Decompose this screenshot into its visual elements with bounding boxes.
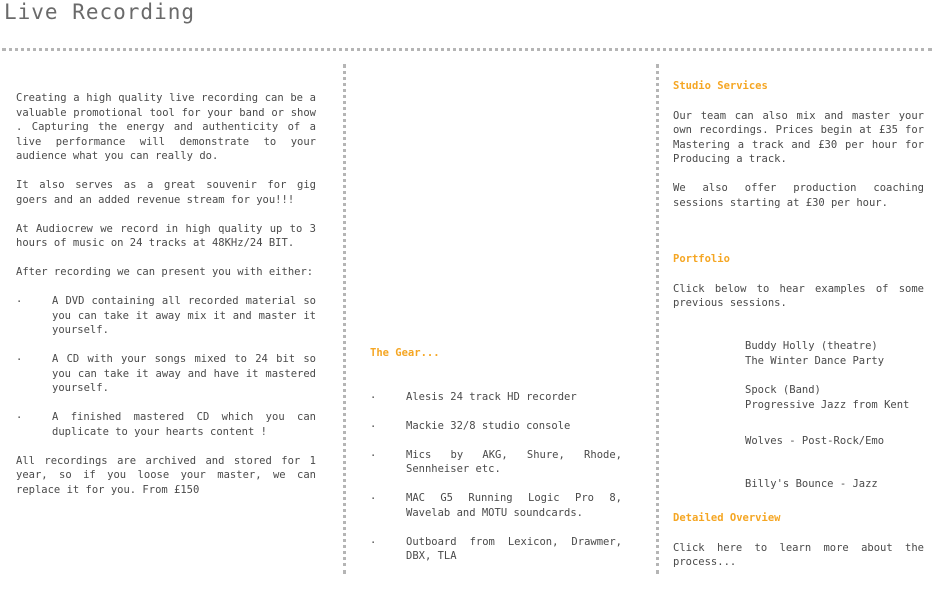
learn-more-link[interactable]: Click here to learn more about the process... [673, 541, 924, 568]
portfolio-link-subtitle: Progressive Jazz from Kent [745, 398, 910, 411]
portfolio-link-title: Spock (Band) [745, 384, 821, 396]
studio-column [673, 79, 924, 225]
column-divider-left [343, 64, 346, 574]
page-title: Live Recording [4, 0, 196, 24]
list-item: . A DVD containing all recorded material so you can take it away mix it and master it yourself. [16, 294, 316, 338]
portfolio-link-wolves[interactable] [745, 434, 884, 449]
archive-paragraph: All recordings are archived and stored for 1 year, so if you loose your master, we can replace it for you. From £150 [16, 454, 316, 496]
live-recording-column [16, 91, 316, 512]
souvenir-paragraph: It also serves as a great souvenir for gig goers and an added revenue stream for you!!! [16, 179, 316, 206]
coaching-paragraph: We also offer production coaching sessions starting at £30 per hour. [673, 182, 924, 209]
gear-column [370, 346, 622, 578]
overview-section [673, 511, 924, 584]
portfolio-intro: Click below to hear examples of some previous sessions. [673, 282, 924, 309]
gear-list [370, 390, 622, 564]
portfolio-link-buddy-holly[interactable] [745, 339, 884, 368]
header-divider [2, 48, 932, 51]
portfolio-heading: Portfolio [673, 253, 730, 265]
list-item: . Mackie 32/8 studio console [370, 419, 622, 434]
quality-paragraph: At Audiocrew we record in high quality up to 3 hours of music on 24 tracks at 48KHz/24 BIT. [16, 222, 316, 249]
studio-services-paragraph: Our team can also mix and master your own recordings. Prices begin at £35 for Mastering a track and £30 per hour for Producing a track. [673, 109, 924, 165]
intro-paragraph: Creating a high quality live recording can be a valuable promotional tool for your band or show . Capturing the energy and authenticity of a live performance will demonstrate to your audience what you can really do. [16, 92, 316, 162]
list-item: . Mics by AKG, Shure, Rhode, Sennheiser etc. [370, 448, 622, 477]
gear-heading: The Gear... [370, 347, 440, 359]
delivery-options-list [16, 294, 316, 439]
list-item: . A finished mastered CD which you can duplicate to your hearts content ! [16, 410, 316, 439]
list-item: . Alesis 24 track HD recorder [370, 390, 622, 405]
options-intro: After recording we can present you with either: [16, 266, 314, 278]
portfolio-link-title: Billy's Bounce - Jazz [745, 478, 878, 490]
list-item: . A CD with your songs mixed to 24 bit so you can take it away and have it mastered yourself. [16, 352, 316, 396]
portfolio-link-billys-bounce[interactable] [745, 477, 878, 492]
column-divider-right [656, 64, 659, 574]
portfolio-link-title: Buddy Holly (theatre) [745, 340, 878, 352]
portfolio-link-title: Wolves - Post-Rock/Emo [745, 435, 885, 447]
studio-services-heading: Studio Services [673, 80, 768, 92]
portfolio-section [673, 252, 924, 325]
portfolio-link-spock[interactable] [745, 383, 909, 412]
list-item: . Outboard from Lexicon, Drawmer, DBX, TLA [370, 535, 622, 564]
portfolio-link-subtitle: The Winter Dance Party [745, 354, 885, 367]
list-item: . MAC G5 Running Logic Pro 8, Wavelab and MOTU soundcards. [370, 491, 622, 520]
detailed-overview-heading: Detailed Overview [673, 512, 781, 524]
